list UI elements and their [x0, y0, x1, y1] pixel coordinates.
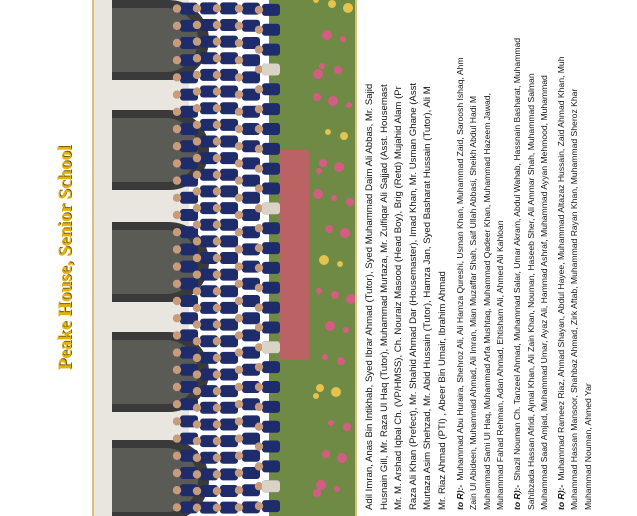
flower	[331, 195, 337, 201]
person-head	[213, 204, 221, 212]
flower	[343, 3, 353, 13]
person-head	[193, 254, 201, 262]
person	[262, 143, 280, 155]
person-head	[173, 280, 181, 288]
person-head	[173, 228, 181, 236]
person-head	[255, 323, 263, 331]
person-head	[255, 502, 263, 510]
caption-line	[467, 0, 481, 510]
person-head	[213, 4, 221, 12]
person-head	[255, 145, 263, 153]
person	[242, 54, 260, 66]
person-head	[173, 452, 181, 460]
caption-group	[555, 0, 596, 510]
person-head	[213, 71, 221, 79]
names-text: Muhammad Nouman, Ahmed Yar	[582, 383, 593, 510]
person-head	[213, 171, 221, 179]
person-head	[213, 270, 221, 278]
person-head	[235, 486, 243, 494]
person	[262, 441, 280, 453]
person	[220, 302, 238, 314]
person-head	[173, 176, 181, 184]
person-head	[235, 262, 243, 270]
person	[262, 83, 280, 95]
row-label: to R):-	[511, 484, 522, 510]
person-head	[193, 204, 201, 212]
person-head	[255, 65, 263, 73]
flower	[319, 63, 325, 69]
person-head	[235, 503, 243, 511]
names-text: Mr. M. Arshad Iqbal Ch. (VP/HMSS), Ch. Nouraiz Masood (Head Boy), Brig (Retd) Mujahid Alam (Pr	[393, 86, 405, 510]
caption-line	[392, 0, 407, 510]
caption-line	[555, 0, 569, 510]
flower	[328, 96, 338, 106]
person-head	[235, 159, 243, 167]
person-head	[173, 314, 181, 322]
person-head	[173, 108, 181, 116]
person	[262, 222, 280, 234]
person-head	[173, 194, 181, 202]
caption-line	[436, 0, 451, 510]
person-head	[213, 503, 221, 511]
caption-group	[363, 0, 451, 510]
person	[262, 282, 280, 294]
person-head	[173, 56, 181, 64]
names-text: Muhammad Abu Huraira, Shehroz Ali, Ali Hamza Qureshi, Usman Khan, Muhammad Zaid, Saroosh Ishaq, Ahm	[454, 57, 465, 481]
person	[220, 202, 238, 214]
person-head	[235, 73, 243, 81]
flower	[343, 423, 351, 431]
person-head	[235, 4, 243, 12]
person-head	[173, 297, 181, 305]
person-head	[173, 39, 181, 47]
person-head	[255, 26, 263, 34]
flower	[340, 228, 350, 238]
person-head	[235, 108, 243, 116]
person	[220, 285, 238, 297]
person	[262, 183, 280, 195]
row-label: to R):-	[555, 484, 566, 510]
person-head	[173, 22, 181, 30]
person-head	[193, 121, 201, 129]
person-head	[235, 280, 243, 288]
person-head	[255, 442, 263, 450]
person	[262, 381, 280, 393]
person-head	[235, 331, 243, 339]
caption-line	[568, 0, 582, 510]
caption-line	[538, 0, 552, 510]
person	[262, 361, 280, 373]
person-head	[173, 366, 181, 374]
captions	[357, 0, 637, 516]
person-head	[193, 21, 201, 29]
person-head	[235, 125, 243, 133]
person-head	[235, 39, 243, 47]
person-head	[213, 420, 221, 428]
person-head	[255, 403, 263, 411]
flower	[346, 102, 352, 108]
person	[242, 450, 260, 462]
person-head	[255, 482, 263, 490]
person-head	[193, 137, 201, 145]
person-head	[173, 417, 181, 425]
flower	[328, 420, 334, 426]
person-white	[262, 341, 280, 353]
person-head	[193, 487, 201, 495]
person	[220, 269, 238, 281]
person-head	[235, 366, 243, 374]
flower	[328, 0, 336, 8]
person-head	[235, 383, 243, 391]
person-head	[173, 125, 181, 133]
flower	[313, 93, 321, 101]
names-text: Muhammad Saad Amjad, Muhammad Umar, Ayaz Ali, Hammad Ashraf, Muhammad Ayyan Mehmood, Muhammad	[539, 75, 550, 510]
person-head	[255, 6, 263, 14]
caption-line	[494, 0, 508, 510]
person-head	[213, 487, 221, 495]
flower	[322, 450, 330, 458]
person-head	[255, 105, 263, 113]
person-head	[213, 21, 221, 29]
person-head	[193, 4, 201, 12]
flower	[316, 168, 322, 174]
person	[180, 243, 198, 255]
person-head	[235, 452, 243, 460]
person	[262, 500, 280, 512]
person-head	[235, 348, 243, 356]
person-head	[213, 137, 221, 145]
person-head	[193, 154, 201, 162]
person-head	[193, 270, 201, 278]
caption-line	[421, 0, 436, 510]
caption-line	[511, 0, 525, 510]
carpet	[279, 150, 309, 360]
person-head	[213, 187, 221, 195]
person-head	[213, 237, 221, 245]
person-head	[255, 303, 263, 311]
person-head	[193, 287, 201, 295]
person-head	[235, 400, 243, 408]
person-white	[262, 480, 280, 492]
person-head	[235, 90, 243, 98]
person	[220, 252, 238, 264]
names-text: Husnain Gill, Mr. Raza Ul Haq (Tutor), Muhammad Murtaza, Mr. Zulfiqar Ali Sajjad (Asst. Housemast	[378, 84, 390, 510]
flower	[334, 162, 344, 172]
person-head	[193, 237, 201, 245]
person-head	[255, 204, 263, 212]
person-head	[193, 37, 201, 45]
person-head	[193, 387, 201, 395]
person	[220, 235, 238, 247]
caption-column	[357, 0, 637, 516]
flower	[325, 321, 335, 331]
flower	[313, 189, 323, 199]
flower	[337, 453, 347, 463]
person	[242, 312, 260, 324]
person	[220, 319, 238, 331]
flower	[313, 489, 321, 497]
person-head	[193, 320, 201, 328]
person	[262, 421, 280, 433]
person-head	[235, 228, 243, 236]
person-head	[213, 454, 221, 462]
caption-group	[454, 0, 508, 510]
person-head	[193, 221, 201, 229]
person-head	[193, 454, 201, 462]
person-head	[255, 85, 263, 93]
person-head	[173, 486, 181, 494]
person-head	[173, 434, 181, 442]
flower	[316, 480, 326, 490]
person-head	[235, 314, 243, 322]
person-head	[235, 245, 243, 253]
names-text: Zain Ul Abideen, Muhammad Ahmad, Ali Imran, Mian Muzaffar Shah, Saif Ullah Abbasi, Sheikh Abdul Hadi M	[468, 96, 479, 510]
flower	[340, 132, 348, 140]
person-head	[173, 262, 181, 270]
names-text: Muhammad Hassan Mansoor, Shahbaz Ahmad, Zirk Aftab, Muhammad Rayan Khan, Muhammad Sheroz Khar	[569, 88, 580, 510]
person-head	[173, 142, 181, 150]
caption-group	[511, 0, 552, 510]
caption-line	[525, 0, 539, 510]
caption-line	[481, 0, 495, 510]
person-head	[193, 87, 201, 95]
flower	[331, 387, 341, 397]
person-head	[255, 184, 263, 192]
person-head	[235, 434, 243, 442]
names-text: Adil Imran, Anas Bin Intikhab, Syed Ibrar Ahmad (Tutor), Syed Muhammad Daim Ali Abbas, Mr. Sajid	[364, 83, 375, 510]
person-head	[235, 211, 243, 219]
person-head	[235, 56, 243, 64]
person-head	[213, 337, 221, 345]
person-head	[173, 383, 181, 391]
caption-line	[363, 0, 378, 510]
person-head	[213, 320, 221, 328]
person-head	[235, 22, 243, 30]
person-head	[193, 470, 201, 478]
person-head	[193, 54, 201, 62]
title-margin	[0, 0, 92, 516]
names-text: Raza Ali Khan (Prefect), Mr. Shahid Ahmad Dar (Housemaster), Imad Khan, Mr. Usman Ghane (Asst	[407, 82, 419, 510]
flower	[313, 69, 323, 79]
person-head	[193, 420, 201, 428]
person-head	[193, 337, 201, 345]
person-head	[235, 297, 243, 305]
flower	[334, 486, 340, 492]
flower	[325, 129, 331, 135]
person-head	[173, 73, 181, 81]
person-head	[255, 363, 263, 371]
person-head	[213, 437, 221, 445]
person	[262, 302, 280, 314]
person-head	[193, 404, 201, 412]
person-head	[193, 354, 201, 362]
person-head	[235, 194, 243, 202]
person-head	[213, 37, 221, 45]
person-head	[173, 348, 181, 356]
group-photo-icon	[94, 0, 355, 516]
flower	[343, 327, 349, 333]
person-head	[235, 417, 243, 425]
person	[262, 401, 280, 413]
names-text: Muhammad Sami Ul Haq, Muhammad Arfa Mushtaq, Muhammad Qadeer Khan, Muhammad Hazeem Jawad,	[481, 93, 492, 510]
flower	[334, 66, 342, 74]
flower	[331, 291, 339, 299]
flower	[319, 159, 327, 167]
person	[262, 163, 280, 175]
person-white	[262, 63, 280, 75]
person	[262, 460, 280, 472]
names-text: Murtaza Asim Shehzad, Mr. Abid Hussain (Tutor), Hamza Jan, Syed Basharat Hussain (Tutor), Ali M	[422, 86, 434, 510]
person-head	[213, 304, 221, 312]
person	[220, 219, 238, 231]
caption-line	[407, 0, 422, 510]
names-text: Muhammad Fahad Rehman, Adan Ahmad, Ehtisham Ali, Ahmed Ali Kahloan	[495, 220, 506, 510]
person-head	[235, 469, 243, 477]
person-head	[213, 470, 221, 478]
person	[262, 24, 280, 36]
person	[262, 262, 280, 274]
caption-line	[454, 0, 468, 510]
names-text: Shazil Nouman Ch. Tanzeel Ahmad, Muhammad Salar, Umar Akram, Abdul Wahab, Hassnain Basharat, Muhammad	[511, 37, 522, 481]
person	[242, 192, 260, 204]
person-head	[173, 4, 181, 12]
names-text: Muhammad Rameez Riaz, Ahmad Shayan, Abdul Hayee, Muhammad Altazaz Hussain, Zaid Ahmad Khan, Muh	[555, 56, 566, 481]
person-head	[255, 224, 263, 232]
page-title: Peake House, Senior School	[55, 145, 76, 371]
person-head	[213, 254, 221, 262]
flower	[313, 393, 319, 399]
person-head	[213, 287, 221, 295]
person-head	[213, 354, 221, 362]
person	[262, 242, 280, 254]
flower	[346, 198, 354, 206]
caption-line	[582, 0, 596, 510]
person-head	[193, 437, 201, 445]
person-head	[193, 370, 201, 378]
flower	[319, 255, 329, 265]
person-head	[193, 503, 201, 511]
person-head	[213, 87, 221, 95]
flower	[325, 225, 333, 233]
person-head	[213, 221, 221, 229]
person-head	[235, 142, 243, 150]
person	[262, 4, 280, 16]
person-head	[213, 54, 221, 62]
person-head	[193, 71, 201, 79]
person-head	[213, 387, 221, 395]
group-photo	[92, 0, 357, 516]
person	[262, 123, 280, 135]
flower	[337, 261, 343, 267]
person	[262, 103, 280, 115]
person-head	[173, 469, 181, 477]
person	[180, 261, 198, 273]
flower	[340, 36, 346, 42]
person-head	[193, 187, 201, 195]
person-head	[255, 284, 263, 292]
person-white	[262, 202, 280, 214]
person-head	[255, 264, 263, 272]
person	[262, 321, 280, 333]
flower	[316, 288, 322, 294]
person-head	[213, 370, 221, 378]
person-head	[213, 404, 221, 412]
caption-line	[378, 0, 393, 510]
names-text: Mr. Riaz Ahmad (PTI) , Abeer Bin Umair, Ibrahim Ahmad	[436, 271, 448, 510]
flower	[316, 384, 324, 392]
person-head	[193, 171, 201, 179]
person-head	[173, 159, 181, 167]
person-head	[255, 244, 263, 252]
person-head	[173, 245, 181, 253]
flower	[322, 354, 328, 360]
row-label: to R):-	[454, 484, 465, 510]
person-head	[255, 422, 263, 430]
person	[262, 44, 280, 56]
person-head	[255, 383, 263, 391]
person	[220, 185, 238, 197]
person-head	[173, 90, 181, 98]
flower	[322, 30, 332, 40]
person-head	[213, 104, 221, 112]
person-head	[213, 121, 221, 129]
person-head	[255, 343, 263, 351]
person-head	[193, 304, 201, 312]
person-head	[255, 164, 263, 172]
person-head	[213, 154, 221, 162]
person-head	[255, 45, 263, 53]
person-head	[173, 331, 181, 339]
names-text: Sahibzada Hassan Afridi, Ajmal Khan, Ali Zain Khan, Nouman, Haseeb Sher, Ali Ammar Shah, Muhammad Salman	[525, 73, 536, 510]
person-head	[173, 211, 181, 219]
person-head	[235, 176, 243, 184]
person-head	[255, 125, 263, 133]
person-head	[255, 462, 263, 470]
person-head	[173, 400, 181, 408]
person-head	[173, 503, 181, 511]
flower	[337, 357, 345, 365]
person-head	[193, 104, 201, 112]
